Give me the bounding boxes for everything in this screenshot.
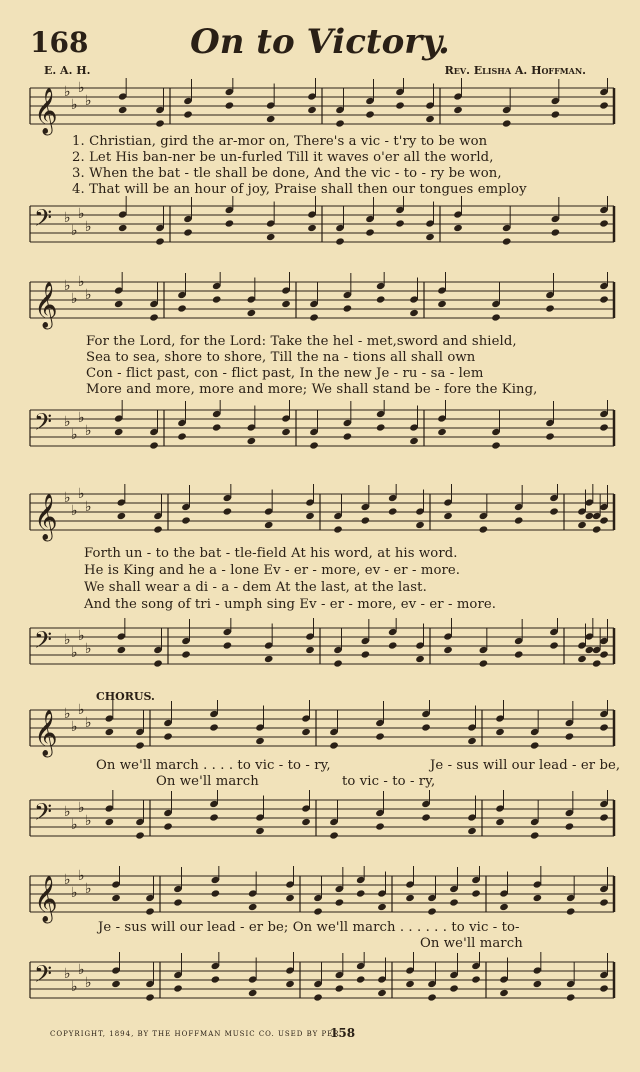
svg-text:♭: ♭: [85, 219, 92, 235]
copyright-footer: COPYRIGHT, 1894, BY THE HOFFMAN MUSIC CO. USED BY PER.: [50, 1030, 343, 1038]
svg-text:♭: ♭: [85, 715, 92, 731]
svg-text:♭: ♭: [85, 93, 92, 109]
bass-staff-4: [0, 790, 640, 860]
svg-text:♭: ♭: [64, 414, 71, 430]
hymn-title: On to Victory.: [190, 22, 450, 62]
svg-text:𝄞: 𝄞: [34, 710, 58, 756]
chorus-line-1b: Je - sus will our lead - er be,: [430, 758, 621, 773]
svg-text:♭: ♭: [78, 962, 85, 978]
svg-text:♭: ♭: [78, 628, 85, 644]
bass-staff-2: [0, 400, 640, 470]
author-credit: Rev. Elisha A. Hoffman.: [444, 64, 586, 77]
treble-staff-3: [0, 484, 640, 554]
svg-text:♭: ♭: [78, 800, 85, 816]
svg-text:♭: ♭: [64, 804, 71, 820]
svg-text:♭: ♭: [64, 210, 71, 226]
svg-text:♭: ♭: [85, 423, 92, 439]
svg-text:♭: ♭: [71, 645, 78, 661]
svg-text:𝄢: 𝄢: [34, 204, 53, 237]
page-number: 158: [330, 1026, 356, 1040]
svg-text:𝄢: 𝄢: [34, 960, 53, 993]
treble-staff-2: [0, 272, 640, 342]
verse-line-2-3: Con - flict past, con - flict past, In the new Je - ru - sa - lem: [86, 366, 484, 381]
svg-text:♭: ♭: [85, 499, 92, 515]
verse-line-2-2: Sea to sea, shore to shore, Till the na - tions all shall own: [86, 350, 476, 365]
verse-line-1-3: 3. When the bat - tle shall be done, And the vic - to - ry be won,: [72, 166, 502, 181]
svg-text:♭: ♭: [71, 427, 78, 443]
bass-staff-1: [0, 196, 640, 266]
verse-line-1-4: 4. That will be an hour of joy, Praise shall then our tongues employ: [72, 182, 527, 197]
svg-text:♭: ♭: [78, 486, 85, 502]
verse-line-2-1: For the Lord, for the Lord: Take the hel - met,sword and shield,: [86, 334, 517, 349]
svg-text:♭: ♭: [71, 719, 78, 735]
verse-line-3-3: We shall wear a di - a - dem At the last, at the last.: [84, 580, 427, 595]
svg-text:♭: ♭: [78, 80, 85, 96]
svg-text:♭: ♭: [64, 966, 71, 982]
svg-text:♭: ♭: [64, 706, 71, 722]
svg-text:♭: ♭: [71, 291, 78, 307]
svg-text:♭: ♭: [71, 97, 78, 113]
verse-line-2-4: More and more, more and more; We shall stand be - fore the King,: [86, 382, 538, 397]
chorus-label: CHORUS.: [96, 690, 155, 703]
chorus-line-1a: On we'll march . . . . to vic - to - ry,: [96, 758, 331, 773]
svg-text:♭: ♭: [71, 979, 78, 995]
svg-text:♭: ♭: [78, 206, 85, 222]
svg-text:♭: ♭: [85, 813, 92, 829]
svg-text:♭: ♭: [71, 885, 78, 901]
svg-text:𝄞: 𝄞: [34, 88, 58, 134]
chorus-line-2a: On we'll march: [156, 774, 259, 789]
composer-initials: E. A. H.: [44, 64, 91, 77]
verse-line-3-1: Forth un - to the bat - tle-field At his word, at his word.: [84, 546, 458, 561]
svg-text:♭: ♭: [71, 817, 78, 833]
bass-staff-5: [0, 952, 640, 1022]
svg-text:♭: ♭: [85, 881, 92, 897]
hymn-number: 168: [30, 26, 89, 59]
verse-line-3-4: And the song of tri - umph sing Ev - er - more, ev - er - more.: [84, 597, 497, 612]
svg-text:♭: ♭: [78, 868, 85, 884]
svg-text:♭: ♭: [64, 872, 71, 888]
svg-text:𝄞: 𝄞: [34, 282, 58, 328]
svg-text:♭: ♭: [64, 84, 71, 100]
svg-text:♭: ♭: [64, 632, 71, 648]
svg-text:♭: ♭: [78, 410, 85, 426]
svg-text:𝄞: 𝄞: [34, 876, 58, 922]
svg-text:♭: ♭: [71, 223, 78, 239]
svg-text:♭: ♭: [64, 278, 71, 294]
chorus-line-3: Je - sus will our lead - er be; On we'll march . . . . . . to vic - to-: [98, 920, 520, 935]
svg-text:𝄢: 𝄢: [34, 408, 53, 441]
svg-text:𝄢: 𝄢: [34, 626, 53, 659]
verse-line-1-2: 2. Let His ban-ner be un-furled Till it waves o'er all the world,: [72, 150, 494, 165]
verse-line-1-1: 1. Christian, gird the ar-mor on, There's a vic - t'ry to be won: [72, 134, 488, 149]
bass-staff-3: [0, 618, 640, 688]
chorus-line-4: On we'll march: [420, 936, 523, 951]
svg-text:♭: ♭: [78, 702, 85, 718]
chorus-line-2b: to vic - to - ry,: [342, 774, 436, 789]
svg-text:♭: ♭: [85, 975, 92, 991]
svg-text:♭: ♭: [85, 641, 92, 657]
svg-text:𝄞: 𝄞: [34, 494, 58, 540]
verse-line-3-2: He is King and he a - lone Ev - er - more, ev - er - more.: [84, 563, 461, 578]
svg-text:♭: ♭: [71, 503, 78, 519]
svg-text:♭: ♭: [85, 287, 92, 303]
svg-text:♭: ♭: [78, 274, 85, 290]
svg-text:♭: ♭: [64, 490, 71, 506]
svg-text:𝄢: 𝄢: [34, 798, 53, 831]
